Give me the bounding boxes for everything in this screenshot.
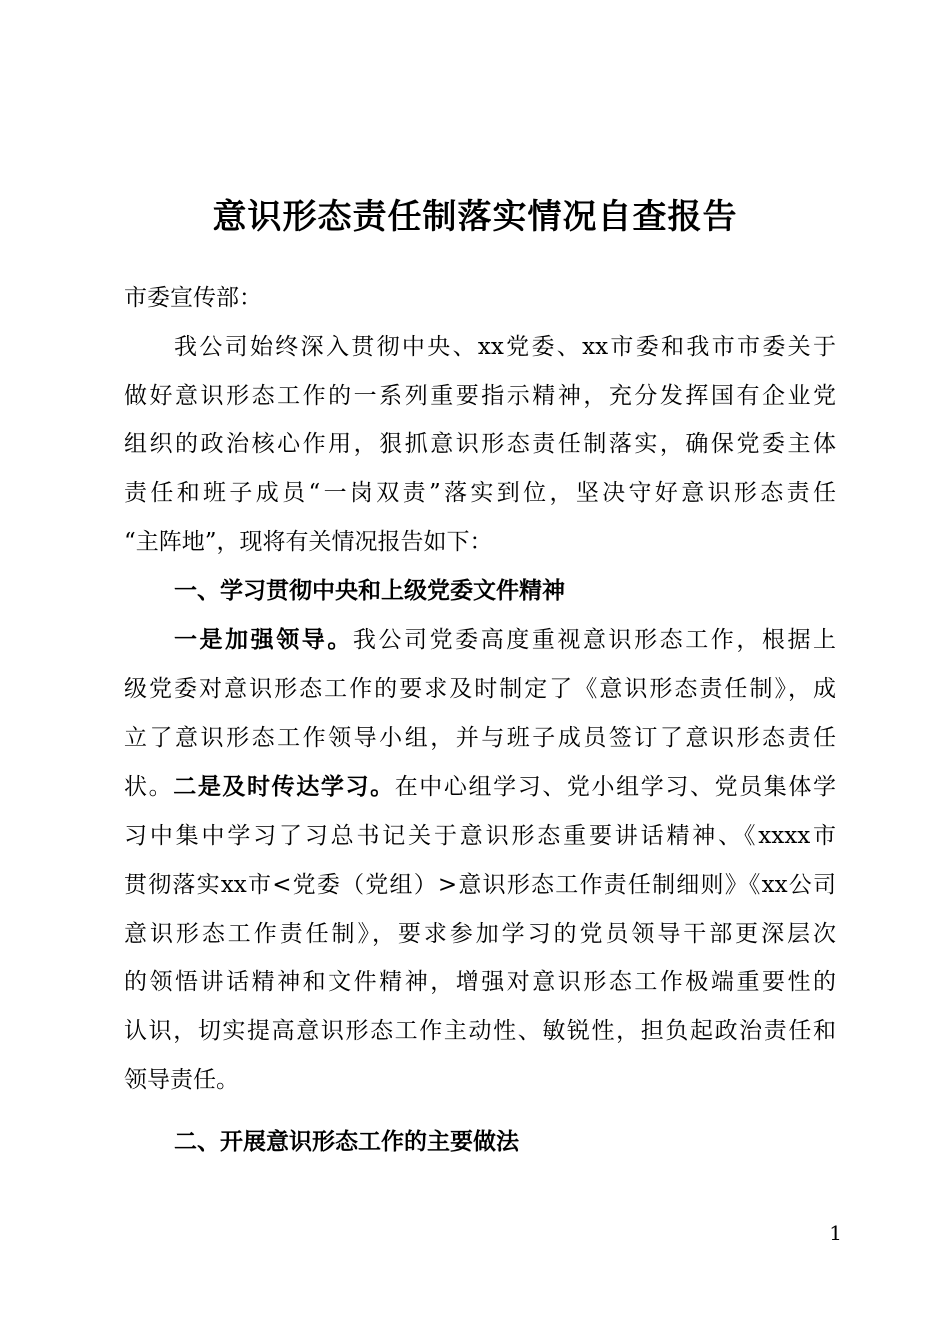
section-1-line-10: 领导责任。 [124, 1067, 239, 1093]
section-1-line-5: 习中集中学习了习总书记关于意识形态重要讲话精神、《xxxx市 [124, 823, 836, 849]
intro-line-3: 组织的政治核心作用，狠抓意识形态责任制落实，确保党委主体 [124, 431, 836, 457]
document-title: 意识形态责任制落实情况自查报告 [212, 197, 738, 237]
section-1-point-2-label: 二是及时传达学习。 [173, 774, 395, 800]
section-1-line-2: 级党委对意识形态工作的要求及时制定了《意识形态责任制》，成 [124, 676, 836, 702]
section-1-heading: 一、学习贯彻中央和上级党委文件精神 [174, 578, 565, 604]
intro-line-2: 做好意识形态工作的一系列重要指示精神，充分发挥国有企业党 [124, 383, 836, 409]
intro-line-1: 我公司始终深入贯彻中央、xx党委、xx市委和我市市委关于 [174, 334, 836, 360]
section-1-line-4-prefix: 状。 [124, 774, 174, 800]
section-1-line-1-text: 我公司党委高度重视意识形态工作，根据上 [352, 627, 837, 653]
section-1-point-1-label: 一是加强领导。 [174, 627, 353, 653]
section-1-line-1 [174, 620, 836, 660]
page-number: 1 [829, 1221, 842, 1245]
intro-line-4: 责任和班子成员“一岗双责”落实到位，坚决守好意识形态责任 [124, 480, 836, 506]
section-1-line-4-text: 在中心组学习、党小组学习、党员集体学 [394, 774, 837, 800]
section-1-line-9: 认识，切实提高意识形态工作主动性、敏锐性，担负起政治责任和 [124, 1018, 836, 1044]
section-1-line-4 [124, 767, 836, 807]
intro-line-5: “主阵地”，现将有关情况报告如下： [124, 529, 493, 555]
section-1-line-7: 意识形态工作责任制》，要求参加学习的党员领导干部更深层次 [124, 921, 836, 947]
section-1-line-3: 立了意识形态工作领导小组，并与班子成员签订了意识形态责任 [124, 725, 836, 751]
salutation: 市委宣传部： [124, 285, 262, 311]
section-1-line-8: 的领悟讲话精神和文件精神，增强对意识形态工作极端重要性的 [124, 969, 836, 995]
section-2-heading: 二、开展意识形态工作的主要做法 [174, 1129, 519, 1155]
section-1-line-6: 贯彻落实xx市<党委（党组）>意识形态工作责任制细则》《xx公司 [124, 872, 836, 898]
